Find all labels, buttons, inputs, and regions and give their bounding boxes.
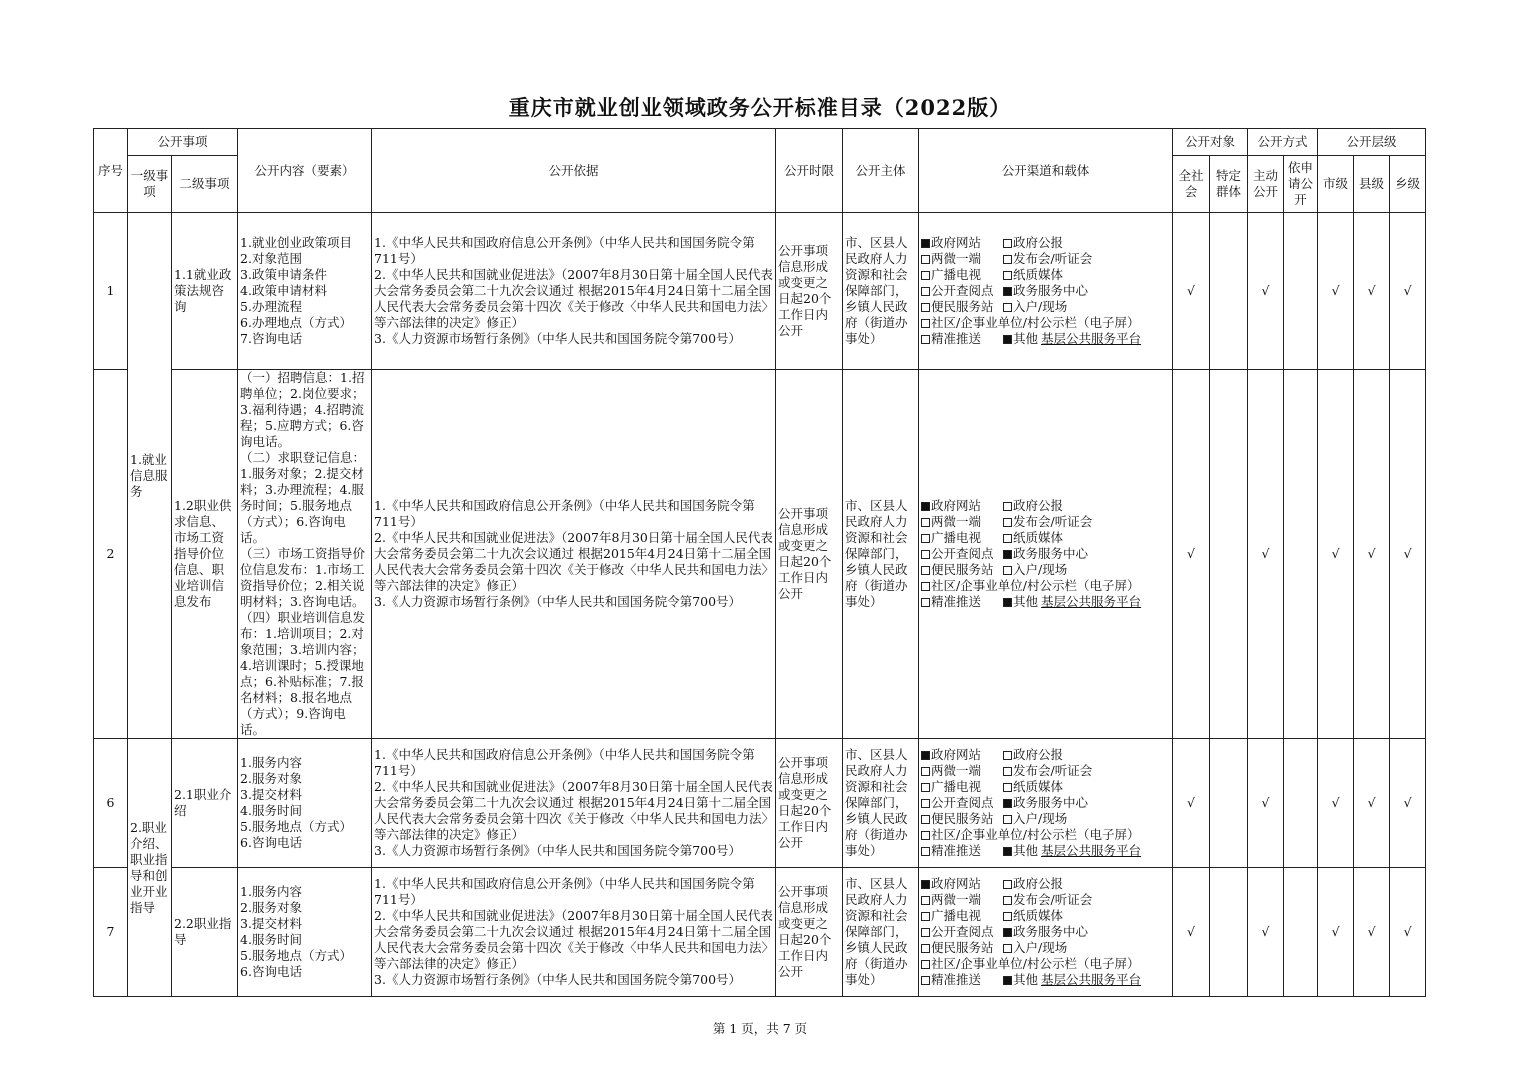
channel-bulletin <box>921 315 1139 331</box>
time-limit: 公开事项信息形成或变更之日起20个工作日内公开 <box>776 213 843 370</box>
mark-request <box>1284 868 1318 997</box>
content-list <box>238 213 372 370</box>
publishing-subject: 市、区县人民政府人力资源和社会保障部门，乡镇人民政府（街道办事处） <box>843 868 919 997</box>
time-limit: 公开事项信息形成或变更之日起20个工作日内公开 <box>776 370 843 739</box>
checkbox-icon <box>921 896 930 905</box>
header-method: 公开方式 <box>1248 129 1318 156</box>
mark-city: √ <box>1318 868 1354 997</box>
basis-item: 1.《中华人民共和国政府信息公开条例》（中华人民共和国国务院令第711号） <box>374 498 755 529</box>
channel-label: 政府公报 <box>1013 876 1064 891</box>
channel-label: 纸质媒体 <box>1013 530 1064 545</box>
checkbox-icon <box>921 287 930 296</box>
channel-label: 公开查阅点 <box>931 795 994 810</box>
publishing-subject: 市、区县人民政府人力资源和社会保障部门，乡镇人民政府（街道办事处） <box>843 739 919 868</box>
mark-town: √ <box>1390 868 1426 997</box>
checkbox-icon <box>921 239 930 248</box>
basis-item: 2.《中华人民共和国就业促进法》（2007年8月30日第十届全国人民代表大会常务委员会第二十九次会议通过 根据2015年4月24日第十二届全国人民代表大会常务委员会第十四次《关于修改〈中华人民共和国电力法〉等六部法律的决定》修正） <box>374 779 773 842</box>
content-item: 1.服务内容 <box>240 755 302 770</box>
channel-label: 广播电视 <box>931 267 982 282</box>
channel-label: 广播电视 <box>931 779 982 794</box>
channel-broadcast <box>921 530 1003 546</box>
mark-active: √ <box>1248 868 1284 997</box>
channel-label: 发布会/听证会 <box>1013 763 1093 778</box>
checkbox-icon <box>1003 255 1012 264</box>
checkbox-icon <box>1003 880 1012 889</box>
content-item: （一）招聘信息：1.招聘单位；2.岗位要求；3.福利待遇；4.招聘流程；5.应聘方式；6.咨询电话。 <box>240 370 365 449</box>
channel-other <box>1003 594 1141 610</box>
channel-reading <box>921 283 1003 299</box>
content-item: 2.对象范围 <box>240 251 302 266</box>
channel-two-wei <box>921 892 1003 908</box>
mark-city: √ <box>1318 213 1354 370</box>
channel-label: 便民服务站 <box>931 562 994 577</box>
basis-item: 2.《中华人民共和国就业促进法》（2007年8月30日第十届全国人民代表大会常务委员会第二十九次会议通过 根据2015年4月24日第十二届全国人民代表大会常务委员会第十四次《关于修改〈中华人民共和国电力法〉等六部法律的决定》修正） <box>374 908 773 971</box>
checkbox-icon <box>921 751 930 760</box>
mark-county: √ <box>1354 370 1390 739</box>
channel-label: 纸质媒体 <box>1013 908 1064 923</box>
checkbox-icon <box>921 767 930 776</box>
channel-label: 发布会/听证会 <box>1013 251 1093 266</box>
checkbox-icon <box>1003 335 1012 344</box>
table-row <box>94 868 1426 997</box>
header-matters: 公开事项 <box>128 129 238 156</box>
mark-active: √ <box>1248 370 1284 739</box>
channel-service-center <box>1003 924 1088 940</box>
header-audience: 公开对象 <box>1173 129 1248 156</box>
mark-specific <box>1210 213 1248 370</box>
header-level-town: 乡级 <box>1390 156 1426 213</box>
checkbox-icon <box>921 303 930 312</box>
checkbox-icon <box>921 799 930 808</box>
checkbox-icon <box>1003 944 1012 953</box>
channel-label: 精准推送 <box>931 843 982 858</box>
channel-label: 政府公报 <box>1013 747 1064 762</box>
mark-town: √ <box>1390 739 1426 868</box>
mark-request <box>1284 213 1318 370</box>
row-seq: 6 <box>94 739 128 868</box>
checkbox-icon <box>921 880 930 889</box>
channel-gov-site <box>921 876 1003 892</box>
checkbox-icon <box>1003 534 1012 543</box>
mark-specific <box>1210 739 1248 868</box>
checkbox-icon <box>921 335 930 344</box>
channel-two-wei <box>921 514 1003 530</box>
channel-other-value: 基层公共服务平台 <box>1041 331 1142 346</box>
channel-reading <box>921 795 1003 811</box>
time-limit: 公开事项信息形成或变更之日起20个工作日内公开 <box>776 739 843 868</box>
basis-item: 3.《人力资源市场暂行条例》（中华人民共和国国务院令第700号） <box>374 331 742 346</box>
basis-list <box>372 370 776 739</box>
checkbox-icon <box>921 271 930 280</box>
header-subject: 公开主体 <box>843 129 919 213</box>
channel-press <box>1003 514 1092 530</box>
channel-push <box>921 843 1003 859</box>
channel-label: 社区/企事业单位/村公示栏（电子屏） <box>931 315 1140 330</box>
content-item: 5.服务地点（方式） <box>240 948 352 963</box>
content-list <box>238 739 372 868</box>
checkbox-icon <box>921 783 930 792</box>
channel-label: 入户/现场 <box>1013 940 1068 955</box>
channel-reading <box>921 546 1003 562</box>
channel-label: 纸质媒体 <box>1013 267 1064 282</box>
basis-item: 1.《中华人民共和国政府信息公开条例》（中华人民共和国国务院令第711号） <box>374 747 755 778</box>
channel-service-center <box>1003 283 1088 299</box>
channel-label: 入户/现场 <box>1013 811 1068 826</box>
mark-all: √ <box>1173 739 1210 868</box>
basis-list <box>372 739 776 868</box>
channel-service-station <box>921 940 1003 956</box>
channel-label: 其他 <box>1013 843 1039 858</box>
group-label: 1.就业信息服务 <box>128 213 172 739</box>
channel-paper <box>1003 908 1063 924</box>
channel-gazette <box>1003 498 1063 514</box>
channel-onsite <box>1003 940 1067 956</box>
channels-list <box>919 213 1173 370</box>
checkbox-icon <box>921 831 930 840</box>
checkbox-icon <box>921 928 930 937</box>
channels-list <box>919 370 1173 739</box>
channels-list <box>919 739 1173 868</box>
channel-service-station <box>921 299 1003 315</box>
time-limit: 公开事项信息形成或变更之日起20个工作日内公开 <box>776 868 843 997</box>
channel-press <box>1003 763 1092 779</box>
channel-label: 政府网站 <box>931 747 982 762</box>
checkbox-icon <box>921 550 930 559</box>
basis-item: 3.《人力资源市场暂行条例》（中华人民共和国国务院令第700号） <box>374 594 742 609</box>
checkbox-icon <box>921 534 930 543</box>
channel-label: 发布会/听证会 <box>1013 514 1093 529</box>
checkbox-icon <box>921 255 930 264</box>
checkbox-icon <box>1003 928 1012 937</box>
channel-gazette <box>1003 876 1063 892</box>
checkbox-icon <box>1003 502 1012 511</box>
channel-label: 政务服务中心 <box>1013 924 1089 939</box>
channel-onsite <box>1003 811 1067 827</box>
checkbox-icon <box>921 319 930 328</box>
content-item: 7.咨询电话 <box>240 331 302 346</box>
channel-label: 政府网站 <box>931 876 982 891</box>
content-item: 4.服务时间 <box>240 803 302 818</box>
content-item: 6.咨询电话 <box>240 964 302 979</box>
header-level2: 二级事项 <box>172 156 238 213</box>
channel-label: 其他 <box>1013 331 1039 346</box>
mark-specific <box>1210 370 1248 739</box>
channel-label: 两微一端 <box>931 892 982 907</box>
checkbox-icon <box>921 847 930 856</box>
mark-all: √ <box>1173 868 1210 997</box>
content-item: 1.就业创业政策项目 <box>240 235 352 250</box>
header-level-county: 县级 <box>1354 156 1390 213</box>
channel-push <box>921 331 1003 347</box>
mark-city: √ <box>1318 739 1354 868</box>
checkbox-icon <box>1003 847 1012 856</box>
content-item: （四）职业培训信息发布：1.培训项目；2.对象范围；3.培训内容；4.培训课时；5.授课地点；6.补贴标准；7.报名材料；8.报名地点（方式）；9.咨询电话。 <box>240 610 366 737</box>
mark-request <box>1284 370 1318 739</box>
checkbox-icon <box>921 582 930 591</box>
row-seq: 7 <box>94 868 128 997</box>
checkbox-icon <box>1003 767 1012 776</box>
channel-other <box>1003 972 1141 988</box>
content-item: 5.服务地点（方式） <box>240 819 352 834</box>
channel-paper <box>1003 267 1063 283</box>
channel-label: 广播电视 <box>931 530 982 545</box>
checkbox-icon <box>1003 783 1012 792</box>
channel-label: 其他 <box>1013 594 1039 609</box>
channel-press <box>1003 251 1092 267</box>
mark-city: √ <box>1318 370 1354 739</box>
channel-label: 政务服务中心 <box>1013 283 1089 298</box>
basis-item: 1.《中华人民共和国政府信息公开条例》（中华人民共和国国务院令第711号） <box>374 876 755 907</box>
channel-push <box>921 972 1003 988</box>
header-basis: 公开依据 <box>372 129 776 213</box>
channel-label: 发布会/听证会 <box>1013 892 1093 907</box>
checkbox-icon <box>1003 550 1012 559</box>
basis-item: 3.《人力资源市场暂行条例》（中华人民共和国国务院令第700号） <box>374 843 742 858</box>
content-item: 3.提交材料 <box>240 916 302 931</box>
checkbox-icon <box>921 912 930 921</box>
channel-two-wei <box>921 763 1003 779</box>
channel-label: 社区/企事业单位/村公示栏（电子屏） <box>931 956 1140 971</box>
channel-bulletin <box>921 578 1139 594</box>
content-list <box>238 370 372 739</box>
header-level-city: 市级 <box>1318 156 1354 213</box>
table-row <box>94 370 1426 739</box>
channel-label: 两微一端 <box>931 763 982 778</box>
channel-label: 政府网站 <box>931 498 982 513</box>
level2-matter: 1.2职业供求信息、市场工资指导价位信息、职业培训信息发布 <box>172 370 238 739</box>
mark-county: √ <box>1354 868 1390 997</box>
channel-onsite <box>1003 562 1067 578</box>
mark-county: √ <box>1354 739 1390 868</box>
checkbox-icon <box>1003 271 1012 280</box>
channel-service-center <box>1003 795 1088 811</box>
channel-bulletin <box>921 956 1139 972</box>
channel-label: 公开查阅点 <box>931 546 994 561</box>
channel-other-value: 基层公共服务平台 <box>1041 972 1142 987</box>
channel-label: 便民服务站 <box>931 299 994 314</box>
table-row <box>94 213 1426 370</box>
channel-other-value: 基层公共服务平台 <box>1041 843 1142 858</box>
content-item: 1.服务内容 <box>240 884 302 899</box>
channel-press <box>1003 892 1092 908</box>
checkbox-icon <box>1003 799 1012 808</box>
channel-label: 公开查阅点 <box>931 283 994 298</box>
channel-label: 便民服务站 <box>931 940 994 955</box>
channel-label: 精准推送 <box>931 331 982 346</box>
checkbox-icon <box>1003 566 1012 575</box>
channel-label: 政府公报 <box>1013 498 1064 513</box>
checkbox-icon <box>1003 751 1012 760</box>
document-title: 重庆市就业创业领域政务公开标准目录（2022版） <box>508 95 1012 120</box>
basis-list <box>372 868 776 997</box>
mark-town: √ <box>1390 213 1426 370</box>
channel-label: 两微一端 <box>931 514 982 529</box>
content-item: 4.政策申请材料 <box>240 283 327 298</box>
channel-label: 精准推送 <box>931 972 982 987</box>
channel-label: 政务服务中心 <box>1013 795 1089 810</box>
channel-service-station <box>921 811 1003 827</box>
channel-paper <box>1003 530 1063 546</box>
checkbox-icon <box>1003 912 1012 921</box>
channel-gov-site <box>921 498 1003 514</box>
channel-broadcast <box>921 779 1003 795</box>
checkbox-icon <box>1003 303 1012 312</box>
content-item: 3.政策申请条件 <box>240 267 327 282</box>
checkbox-icon <box>1003 896 1012 905</box>
channel-gazette <box>1003 235 1063 251</box>
mark-active: √ <box>1248 739 1284 868</box>
checkbox-icon <box>1003 239 1012 248</box>
basis-item: 2.《中华人民共和国就业促进法》（2007年8月30日第十届全国人民代表大会常务委员会第二十九次会议通过 根据2015年4月24日第十二届全国人民代表大会常务委员会第十四次《关于修改〈中华人民共和国电力法〉等六部法律的决定》修正） <box>374 267 773 330</box>
content-item: （二）求职登记信息：1.服务对象；2.提交材料；3.办理流程；4.服务时间；5.服务地点（方式）；6.咨询电话。 <box>240 450 366 545</box>
content-item: 6.咨询电话 <box>240 835 302 850</box>
level2-matter: 2.1职业介绍 <box>172 739 238 868</box>
table-row <box>94 739 1426 868</box>
channel-label: 便民服务站 <box>931 811 994 826</box>
checkbox-icon <box>1003 815 1012 824</box>
checkbox-icon <box>1003 287 1012 296</box>
header-channels: 公开渠道和载体 <box>919 129 1173 213</box>
checkbox-icon <box>1003 518 1012 527</box>
content-list <box>238 868 372 997</box>
checkbox-icon <box>1003 976 1012 985</box>
channel-label: 纸质媒体 <box>1013 779 1064 794</box>
checkbox-icon <box>921 944 930 953</box>
checkbox-icon <box>921 566 930 575</box>
channel-label: 政府公报 <box>1013 235 1064 250</box>
catalog-table <box>93 128 1426 997</box>
checkbox-icon <box>921 960 930 969</box>
channel-other-value: 基层公共服务平台 <box>1041 594 1142 609</box>
content-item: 2.服务对象 <box>240 900 302 915</box>
channel-gazette <box>1003 747 1063 763</box>
mark-county: √ <box>1354 213 1390 370</box>
content-item: 3.提交材料 <box>240 787 302 802</box>
header-audience-all: 全社会 <box>1173 156 1210 213</box>
channel-paper <box>1003 779 1063 795</box>
header-level1: 一级事项 <box>128 156 172 213</box>
channel-service-center <box>1003 546 1088 562</box>
mark-specific <box>1210 868 1248 997</box>
channel-broadcast <box>921 267 1003 283</box>
channel-bulletin <box>921 827 1139 843</box>
header-level: 公开层级 <box>1318 129 1426 156</box>
checkbox-icon <box>921 598 930 607</box>
basis-list <box>372 213 776 370</box>
checkbox-icon <box>921 518 930 527</box>
header-audience-specific: 特定群体 <box>1210 156 1248 213</box>
content-item: （三）市场工资指导价位信息发布：1.市场工资指导价位；2.相关说明材料；3.咨询电话。 <box>240 546 366 609</box>
channel-gov-site <box>921 747 1003 763</box>
basis-item: 2.《中华人民共和国就业促进法》（2007年8月30日第十届全国人民代表大会常务委员会第二十九次会议通过 根据2015年4月24日第十二届全国人民代表大会常务委员会第十四次《关于修改〈中华人民共和国电力法〉等六部法律的决定》修正） <box>374 530 773 593</box>
publishing-subject: 市、区县人民政府人力资源和社会保障部门，乡镇人民政府（街道办事处） <box>843 213 919 370</box>
header-method-active: 主动公开 <box>1248 156 1284 213</box>
header-seq: 序号 <box>94 129 128 213</box>
channel-label: 两微一端 <box>931 251 982 266</box>
channel-label: 政府网站 <box>931 235 982 250</box>
group-label: 2.职业介绍、职业指导和创业开业指导 <box>128 739 172 997</box>
level2-matter: 2.2职业指导 <box>172 868 238 997</box>
mark-town: √ <box>1390 370 1426 739</box>
publishing-subject: 市、区县人民政府人力资源和社会保障部门，乡镇人民政府（街道办事处） <box>843 370 919 739</box>
channel-other <box>1003 843 1141 859</box>
channel-other <box>1003 331 1141 347</box>
level2-matter: 1.1就业政策法规咨询 <box>172 213 238 370</box>
mark-all: √ <box>1173 213 1210 370</box>
checkbox-icon <box>1003 598 1012 607</box>
channel-label: 广播电视 <box>931 908 982 923</box>
mark-request <box>1284 739 1318 868</box>
channel-two-wei <box>921 251 1003 267</box>
channel-label: 其他 <box>1013 972 1039 987</box>
mark-active: √ <box>1248 213 1284 370</box>
basis-item: 3.《人力资源市场暂行条例》（中华人民共和国国务院令第700号） <box>374 972 742 987</box>
channel-service-station <box>921 562 1003 578</box>
basis-item: 1.《中华人民共和国政府信息公开条例》（中华人民共和国国务院令第711号） <box>374 235 755 266</box>
header-time-limit: 公开时限 <box>776 129 843 213</box>
checkbox-icon <box>921 815 930 824</box>
header-content: 公开内容（要素） <box>238 129 372 213</box>
channel-label: 入户/现场 <box>1013 562 1068 577</box>
channel-onsite <box>1003 299 1067 315</box>
row-seq: 2 <box>94 370 128 739</box>
checkbox-icon <box>921 502 930 511</box>
mark-all: √ <box>1173 370 1210 739</box>
channel-reading <box>921 924 1003 940</box>
content-item: 4.服务时间 <box>240 932 302 947</box>
row-seq: 1 <box>94 213 128 370</box>
channel-broadcast <box>921 908 1003 924</box>
channel-label: 社区/企事业单位/村公示栏（电子屏） <box>931 827 1140 842</box>
channels-list <box>919 868 1173 997</box>
page-footer: 第 1 页，共 7 页 <box>712 1021 808 1036</box>
channel-label: 入户/现场 <box>1013 299 1068 314</box>
content-item: 5.办理流程 <box>240 299 302 314</box>
content-item: 6.办理地点（方式） <box>240 315 352 330</box>
channel-push <box>921 594 1003 610</box>
header-method-request: 依申请公开 <box>1284 156 1318 213</box>
channel-gov-site <box>921 235 1003 251</box>
channel-label: 精准推送 <box>931 594 982 609</box>
channel-label: 社区/企事业单位/村公示栏（电子屏） <box>931 578 1140 593</box>
channel-label: 公开查阅点 <box>931 924 994 939</box>
content-item: 2.服务对象 <box>240 771 302 786</box>
checkbox-icon <box>921 976 930 985</box>
channel-label: 政务服务中心 <box>1013 546 1089 561</box>
